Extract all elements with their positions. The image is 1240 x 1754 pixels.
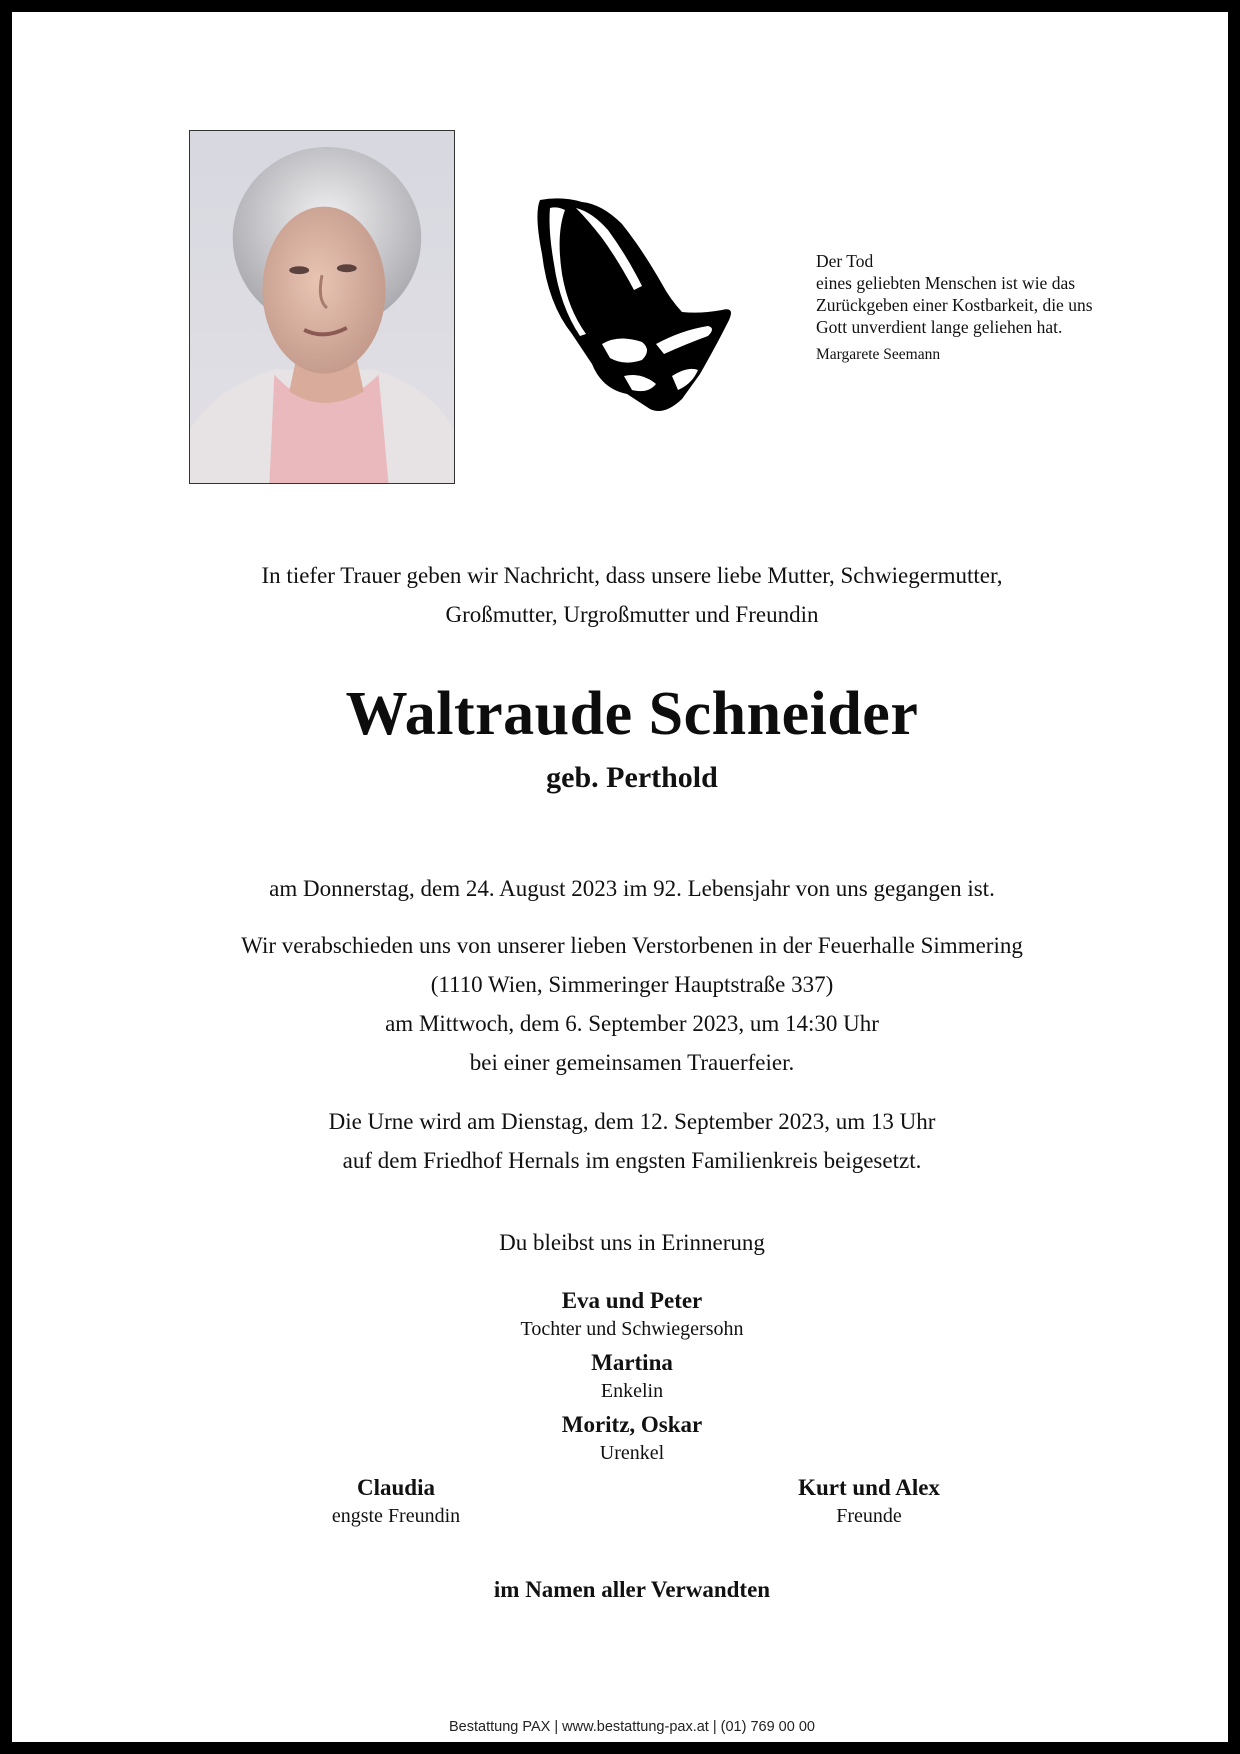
quote-line: eines geliebten Menschen ist wie das bbox=[816, 273, 1076, 293]
ceremony-line: (1110 Wien, Simmeringer Hauptstraße 337) bbox=[430, 972, 834, 997]
mourner-entry bbox=[432, 1348, 832, 1405]
mourner-entry bbox=[432, 1410, 832, 1467]
ceremony-line: bei einer gemeinsamen Trauerfeier. bbox=[469, 1050, 795, 1075]
mourner-entry bbox=[432, 1286, 832, 1343]
mourner-entry bbox=[719, 1473, 1019, 1530]
intro-line: In tiefer Trauer geben wir Nachricht, dass unsere liebe Mutter, Schwiegermutter, bbox=[261, 563, 1003, 588]
remembrance-text: Du bleibst uns in Erinnerung bbox=[499, 1230, 765, 1255]
death-notice-line: am Donnerstag, dem 24. August 2023 im 92. Lebensjahr von uns gegangen ist. bbox=[269, 876, 995, 901]
death-notice bbox=[72, 869, 1192, 908]
mourner-name: Claudia bbox=[357, 1475, 435, 1500]
urn-line: auf dem Friedhof Hernals im engsten Familienkreis beigesetzt. bbox=[342, 1148, 922, 1173]
urn-line: Die Urne wird am Dienstag, dem 12. September 2023, um 13 Uhr bbox=[328, 1109, 936, 1134]
mourner-name: Moritz, Oskar bbox=[561, 1412, 703, 1437]
mourner-name: Eva und Peter bbox=[561, 1288, 703, 1313]
mourner-relation: engste Freundin bbox=[331, 1505, 461, 1527]
mourner-relation: Enkelin bbox=[600, 1380, 664, 1402]
mourner-entry bbox=[246, 1473, 546, 1530]
signoff: im Namen aller Verwandten bbox=[493, 1577, 771, 1602]
mourner-relation: Tochter und Schwiegersohn bbox=[520, 1318, 744, 1340]
mourner-name: Kurt und Alex bbox=[798, 1475, 940, 1500]
mourner-relation: Freunde bbox=[836, 1505, 902, 1527]
ceremony-details bbox=[72, 926, 1192, 1082]
ceremony-line: Wir verabschieden uns von unserer lieben Verstorbenen in der Feuerhalle Simmering bbox=[241, 933, 1023, 958]
urn-details bbox=[72, 1102, 1192, 1180]
mourner-relation: Urenkel bbox=[599, 1442, 665, 1464]
deceased-name: Waltraude Schneider bbox=[345, 680, 919, 748]
quote-line: Gott unverdient lange geliehen hat. bbox=[816, 317, 1063, 337]
ceremony-line: am Mittwoch, dem 6. September 2023, um 14:30 Uhr bbox=[385, 1011, 879, 1036]
mourner-name: Martina bbox=[591, 1350, 673, 1375]
quote-author: Margarete Seemann bbox=[816, 346, 941, 363]
praying-hands-icon bbox=[532, 194, 742, 419]
quote-line: Der Tod bbox=[816, 251, 874, 271]
intro-line: Großmutter, Urgroßmutter und Freundin bbox=[445, 602, 819, 627]
birth-name: geb. Perthold bbox=[546, 761, 718, 794]
portrait-photo bbox=[189, 130, 455, 484]
funeral-home-footer: Bestattung PAX | www.bestattung-pax.at | (01) 769 00 00 bbox=[449, 1719, 815, 1735]
intro-text bbox=[72, 556, 1192, 634]
memorial-quote bbox=[816, 250, 1156, 366]
quote-line: Zurückgeben einer Kostbarkeit, die uns bbox=[816, 295, 1093, 315]
